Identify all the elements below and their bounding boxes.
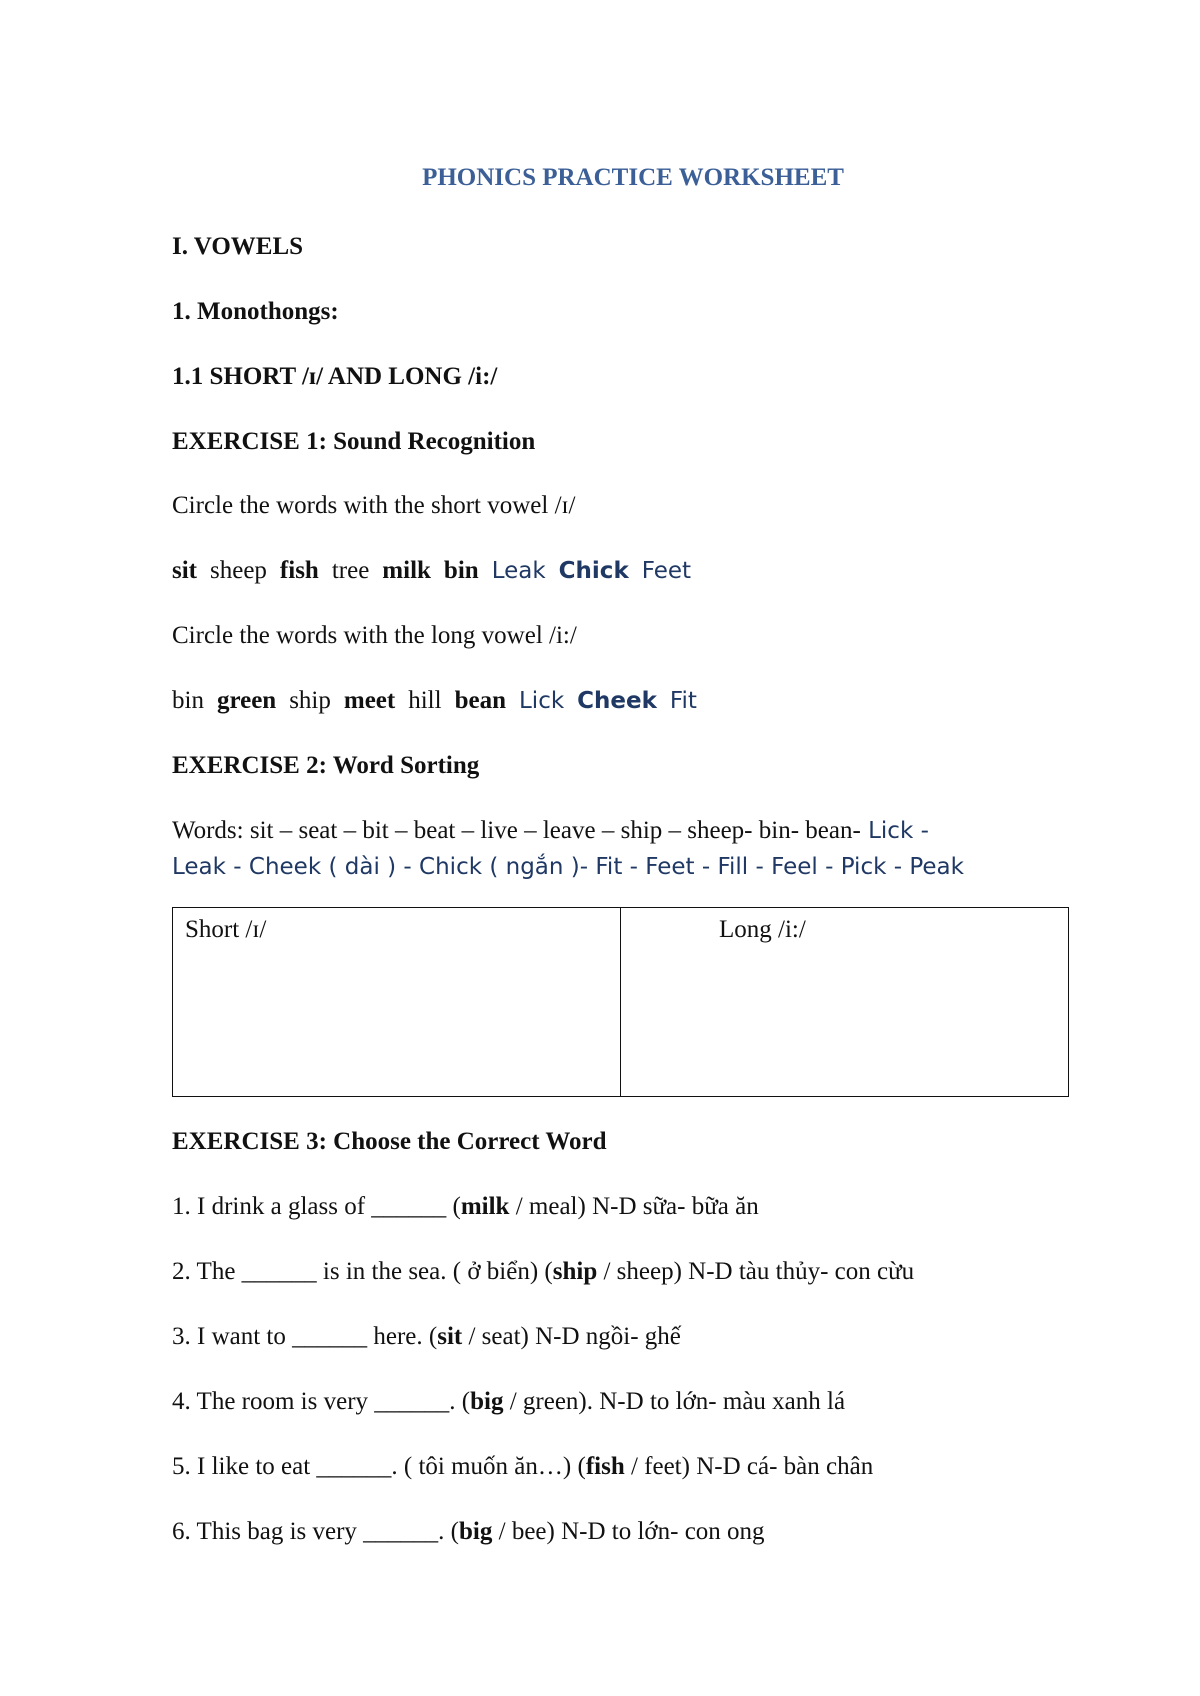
question-item: [172, 1192, 759, 1222]
question-text: 2. The ______ is in the sea. ( ở biển) (: [172, 1258, 553, 1285]
answer-option[interactable]: milk: [460, 1193, 510, 1220]
short-vowel-word-list: [172, 556, 704, 586]
word-option[interactable]: tree: [331, 557, 370, 584]
word-option[interactable]: sit: [172, 557, 197, 584]
question-text: / seat) N-D ngồi- ghế: [462, 1323, 681, 1350]
question-item: [172, 1387, 845, 1417]
word-option[interactable]: meet: [343, 687, 396, 714]
word-option[interactable]: sheep: [210, 557, 267, 584]
exercise-2-heading: EXERCISE 2: Word Sorting: [172, 752, 480, 779]
word-option[interactable]: bean: [454, 687, 506, 714]
word-option[interactable]: Fit: [669, 688, 697, 714]
word-option[interactable]: Cheek: [577, 688, 657, 714]
page-title: PHONICS PRACTICE WORKSHEET: [422, 164, 844, 191]
question-item: [172, 1517, 765, 1547]
answer-option[interactable]: big: [459, 1518, 493, 1545]
word-option[interactable]: ship: [289, 687, 331, 714]
exercise-1-long-instruction: Circle the words with the long vowel /i:/: [172, 622, 577, 649]
short-column-header: Short /ɪ/: [185, 916, 267, 943]
answer-option[interactable]: fish: [585, 1453, 625, 1480]
word-option[interactable]: Lick: [518, 688, 565, 714]
word-option[interactable]: Leak: [491, 558, 546, 584]
subsection-heading: 1. Monothongs:: [172, 298, 339, 325]
question-item: [172, 1257, 914, 1287]
question-item: [172, 1452, 873, 1482]
exercise-1-short-instruction: Circle the words with the short vowel /ɪ/: [172, 492, 576, 519]
word-bank-text: Words: sit – seat – bit – beat – live – leave – ship – sheep- bin- bean-: [172, 817, 861, 844]
section-heading: I. VOWELS: [172, 233, 304, 260]
word-bank-line-2: [172, 852, 964, 882]
word-option[interactable]: hill: [408, 687, 442, 714]
sorting-table: [172, 907, 1069, 1097]
question-text: / feet) N-D cá- bàn chân: [624, 1453, 874, 1480]
word-option[interactable]: Chick: [558, 558, 629, 584]
word-bank-line-1: [172, 816, 929, 846]
question-text: / meal) N-D sữa- bữa ăn: [509, 1193, 759, 1220]
short-column-cell[interactable]: [173, 908, 621, 1097]
question-text: 3. I want to ______ here. (: [172, 1323, 438, 1350]
question-text: 4. The room is very ______. (: [172, 1388, 471, 1415]
word-option[interactable]: Feet: [641, 558, 692, 584]
answer-option[interactable]: big: [470, 1388, 504, 1415]
word-option[interactable]: fish: [279, 557, 319, 584]
long-column-header: Long /i:/: [719, 916, 806, 943]
word-option[interactable]: bin: [172, 687, 204, 714]
word-option[interactable]: green: [216, 687, 277, 714]
question-text: 5. I like to eat ______. ( tôi muốn ăn…) (: [172, 1453, 586, 1480]
question-text: / green). N-D to lớn- màu xanh lá: [503, 1388, 846, 1415]
long-vowel-word-list: [172, 686, 710, 716]
word-bank-highlight-line: Leak - Cheek ( dài ) - Chick ( ngắn )- Fit - Feet - Fill - Feel - Pick - Peak: [172, 854, 964, 880]
question-text: 1. I drink a glass of ______ (: [172, 1193, 461, 1220]
question-text: 6. This bag is very ______. (: [172, 1518, 460, 1545]
long-column-cell[interactable]: [621, 908, 1069, 1097]
question-item: [172, 1322, 681, 1352]
exercise-1-heading: EXERCISE 1: Sound Recognition: [172, 428, 536, 455]
exercise-3-heading: EXERCISE 3: Choose the Correct Word: [172, 1128, 607, 1155]
word-option[interactable]: bin: [443, 557, 479, 584]
question-text: / bee) N-D to lớn- con ong: [492, 1518, 765, 1545]
word-option[interactable]: milk: [382, 557, 431, 584]
topic-heading: 1.1 SHORT /ɪ/ AND LONG /i:/: [172, 363, 498, 390]
word-bank-highlight: Lick -: [860, 818, 929, 844]
answer-option[interactable]: ship: [552, 1258, 598, 1285]
answer-option[interactable]: sit: [437, 1323, 463, 1350]
question-text: / sheep) N-D tàu thủy- con cừu: [597, 1258, 915, 1285]
